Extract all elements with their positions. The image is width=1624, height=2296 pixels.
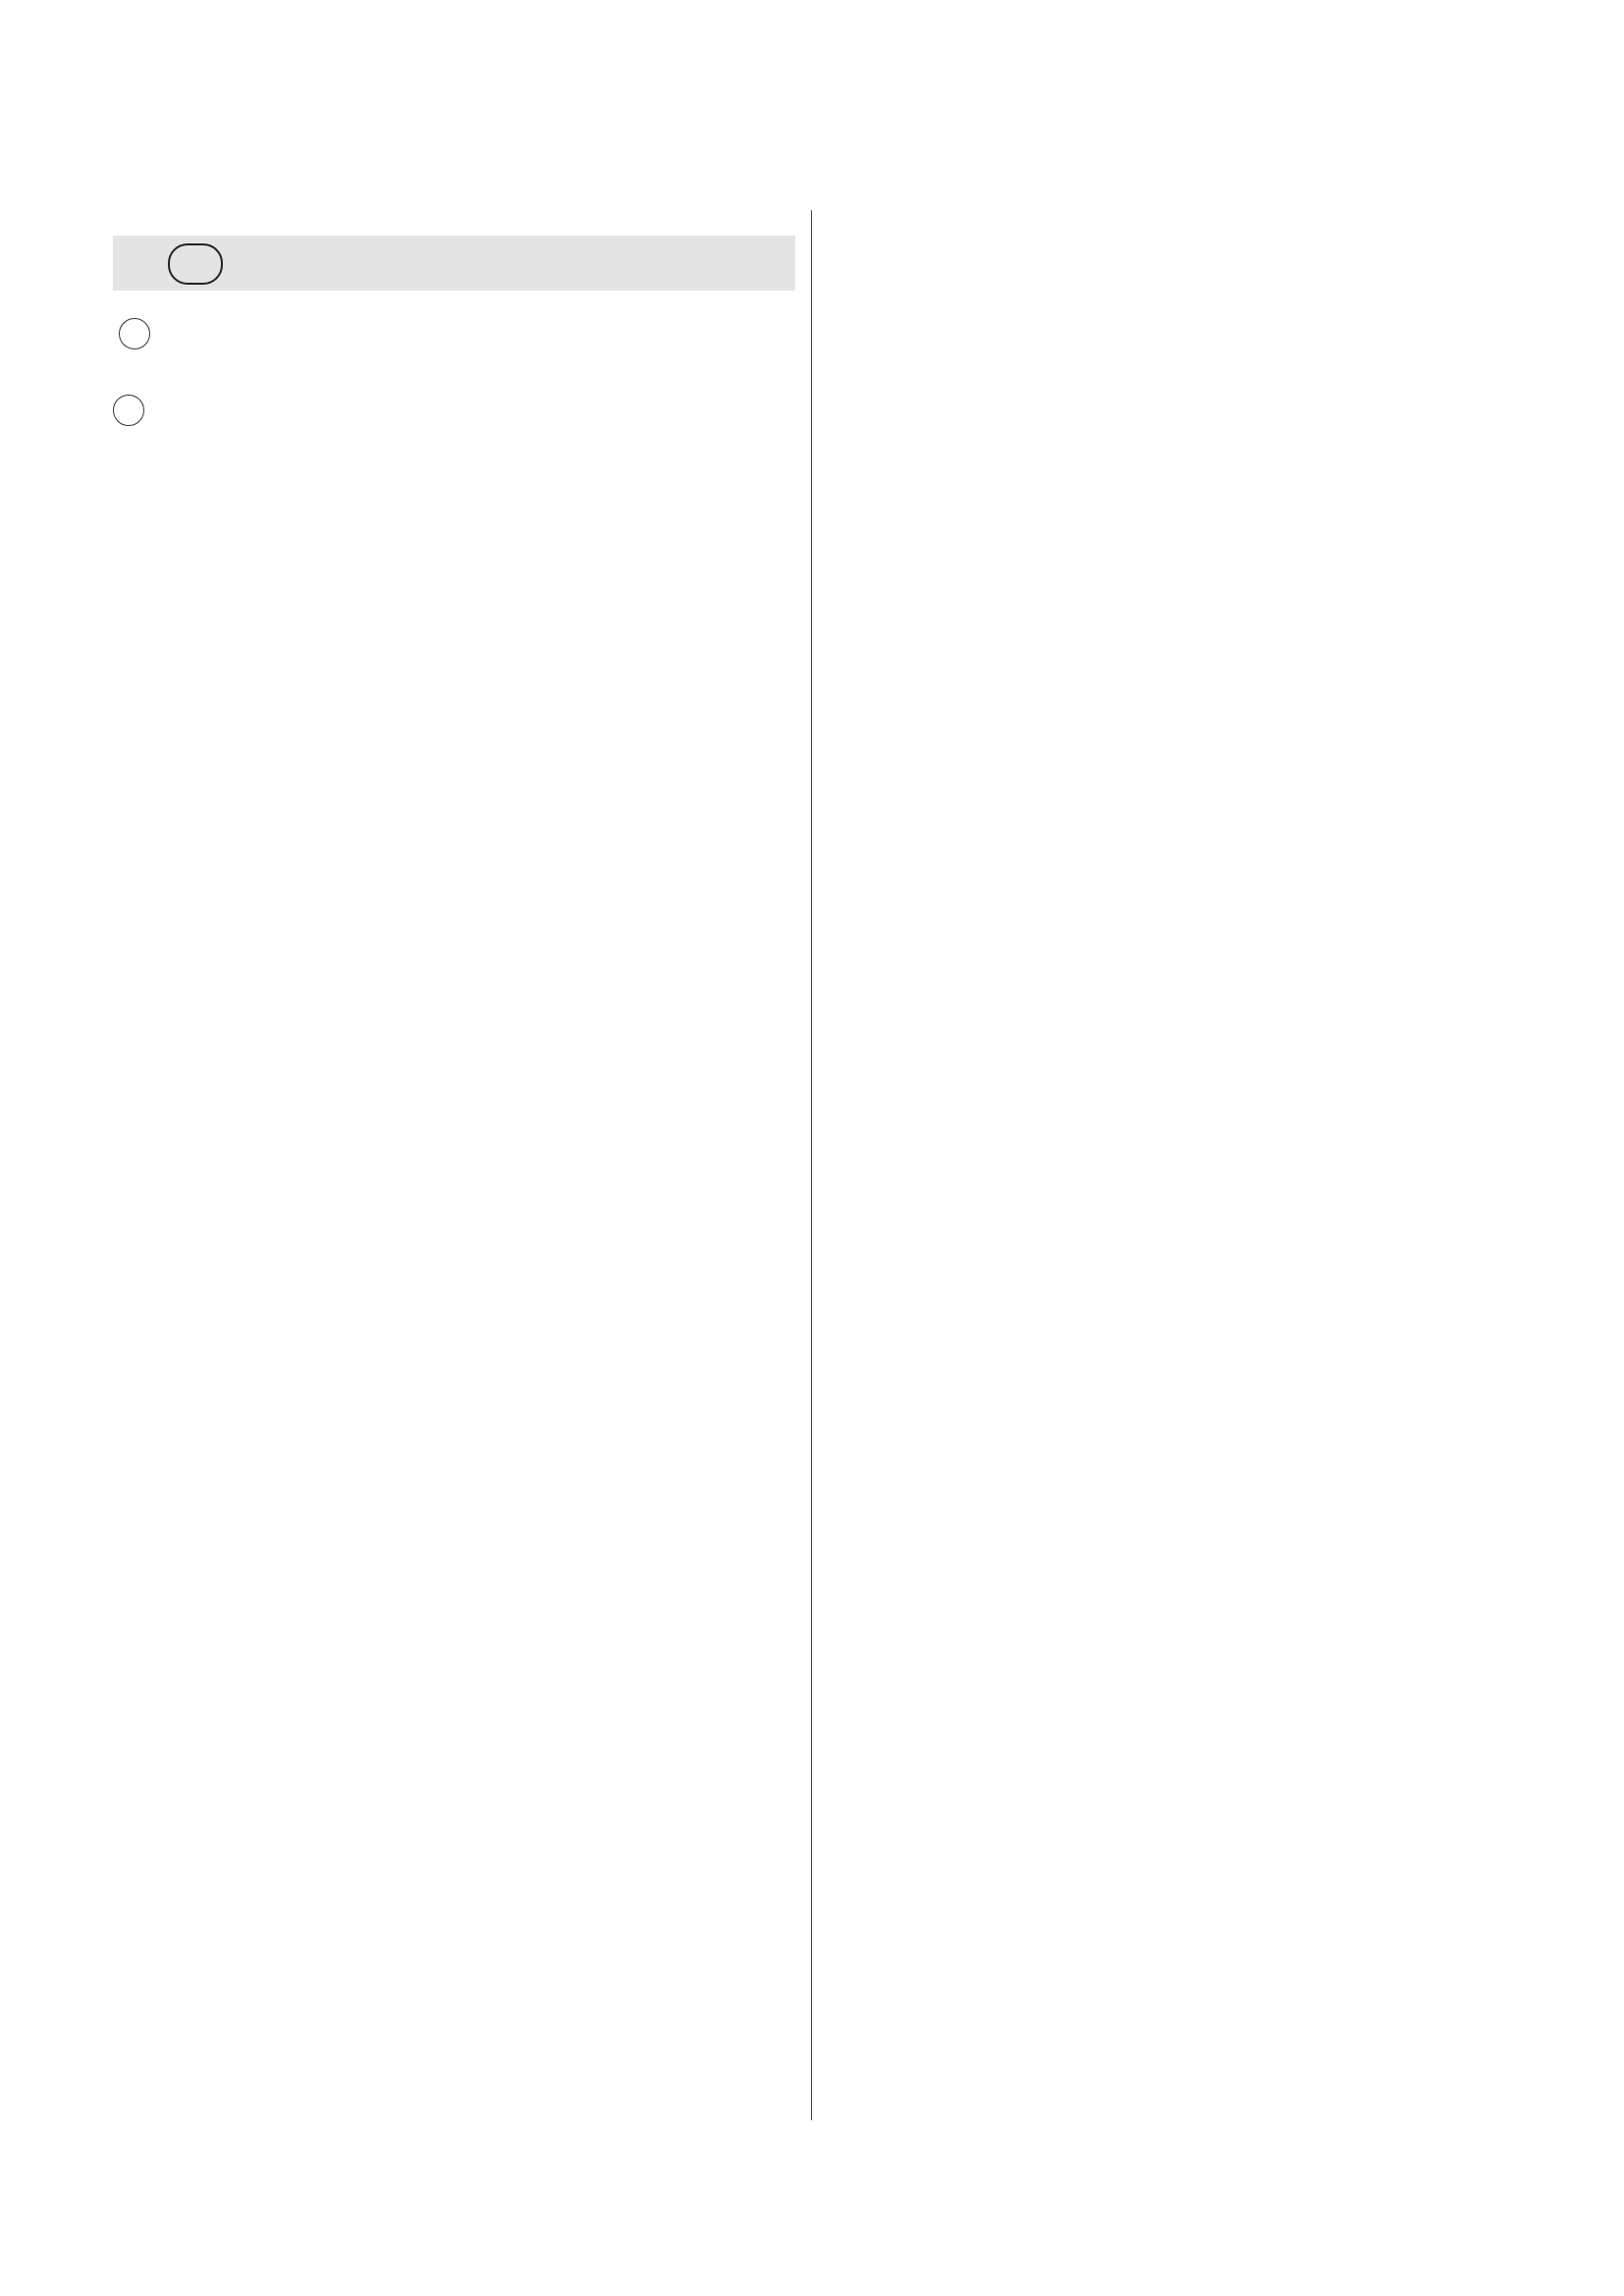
tech-heading (113, 318, 795, 361)
column-divider (811, 210, 812, 2120)
language-badge (168, 243, 223, 285)
parts-heading (113, 395, 795, 438)
language-bar (113, 236, 795, 291)
ref-circle-1 (119, 318, 150, 349)
ref-circle-2 (113, 395, 144, 426)
left-column (113, 212, 795, 471)
